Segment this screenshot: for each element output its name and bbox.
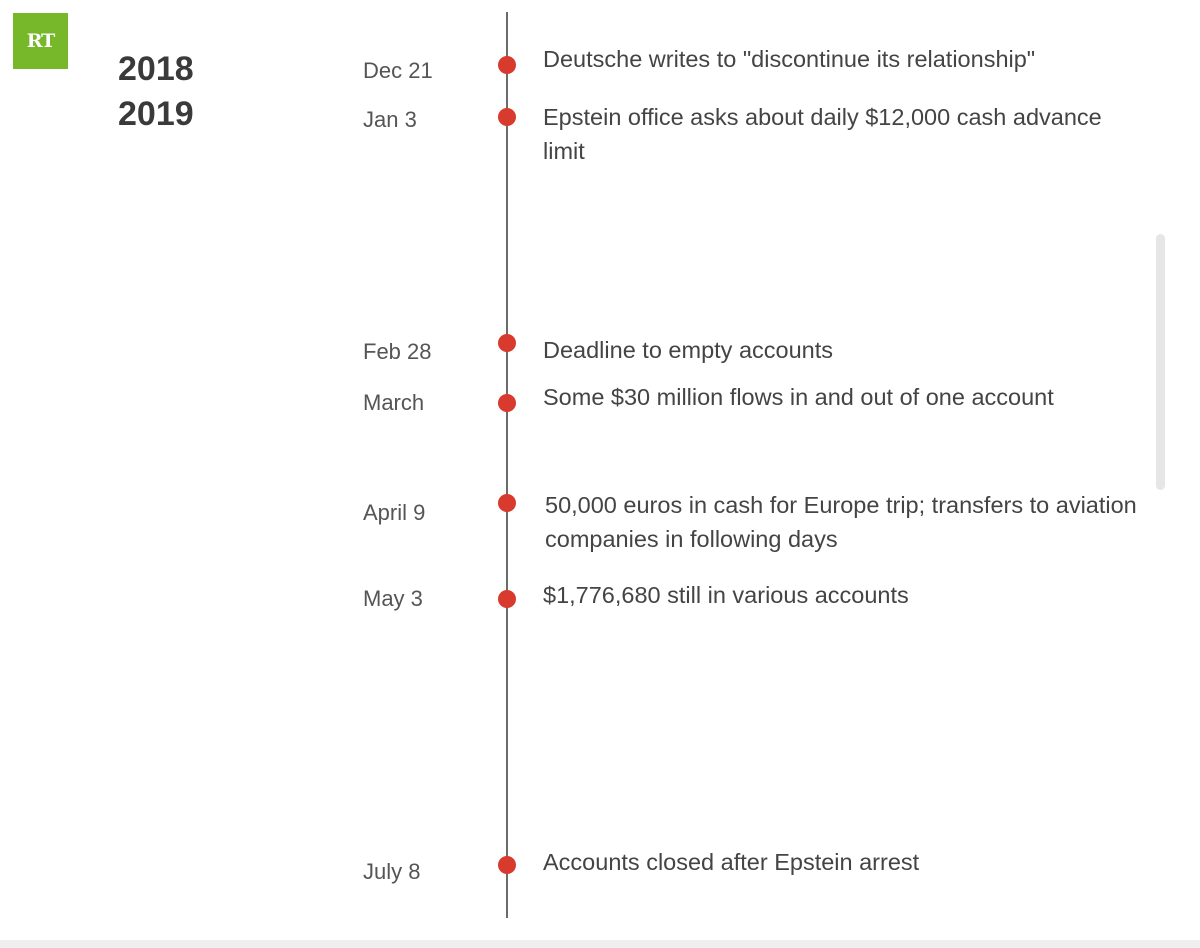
timeline-date: April 9 bbox=[363, 500, 426, 525]
timeline-date: March bbox=[363, 390, 425, 415]
timeline-event-text: $1,776,680 still in various accounts bbox=[543, 582, 909, 608]
timeline-dot bbox=[498, 494, 516, 512]
timeline-event-text: Accounts closed after Epstein arrest bbox=[543, 849, 920, 875]
scrollbar[interactable] bbox=[1156, 234, 1165, 490]
timeline-dot bbox=[498, 856, 516, 874]
year-label-2018: 2018 bbox=[118, 50, 194, 88]
timeline-event-text: Epstein office asks about daily $12,000 cash advance limit bbox=[543, 104, 1102, 164]
timeline-date: Feb 28 bbox=[363, 339, 432, 364]
timeline-axis bbox=[506, 12, 508, 918]
rt-logo bbox=[13, 13, 68, 69]
timeline-date: July 8 bbox=[363, 859, 421, 884]
timeline-dot bbox=[498, 394, 516, 412]
timeline-event-text: 50,000 euros in cash for Europe trip; transfers to aviation companies in following days bbox=[545, 492, 1137, 552]
timeline-date: Jan 3 bbox=[363, 107, 417, 132]
timeline-event-text: Deutsche writes to "discontinue its relationship" bbox=[543, 46, 1036, 72]
timeline-date: Dec 21 bbox=[363, 58, 433, 83]
timeline-event-text: Some $30 million flows in and out of one account bbox=[543, 384, 1054, 410]
timeline-dot bbox=[498, 56, 516, 74]
timeline-dot bbox=[498, 108, 516, 126]
timeline-date: May 3 bbox=[363, 586, 423, 611]
timeline-dot bbox=[498, 334, 516, 352]
rt-logo-text: RT bbox=[26, 30, 55, 52]
timeline-event-text: Deadline to empty accounts bbox=[543, 337, 833, 363]
timeline-dot bbox=[498, 590, 516, 608]
year-label-2019: 2019 bbox=[118, 95, 194, 133]
bottom-edge bbox=[0, 940, 1200, 948]
